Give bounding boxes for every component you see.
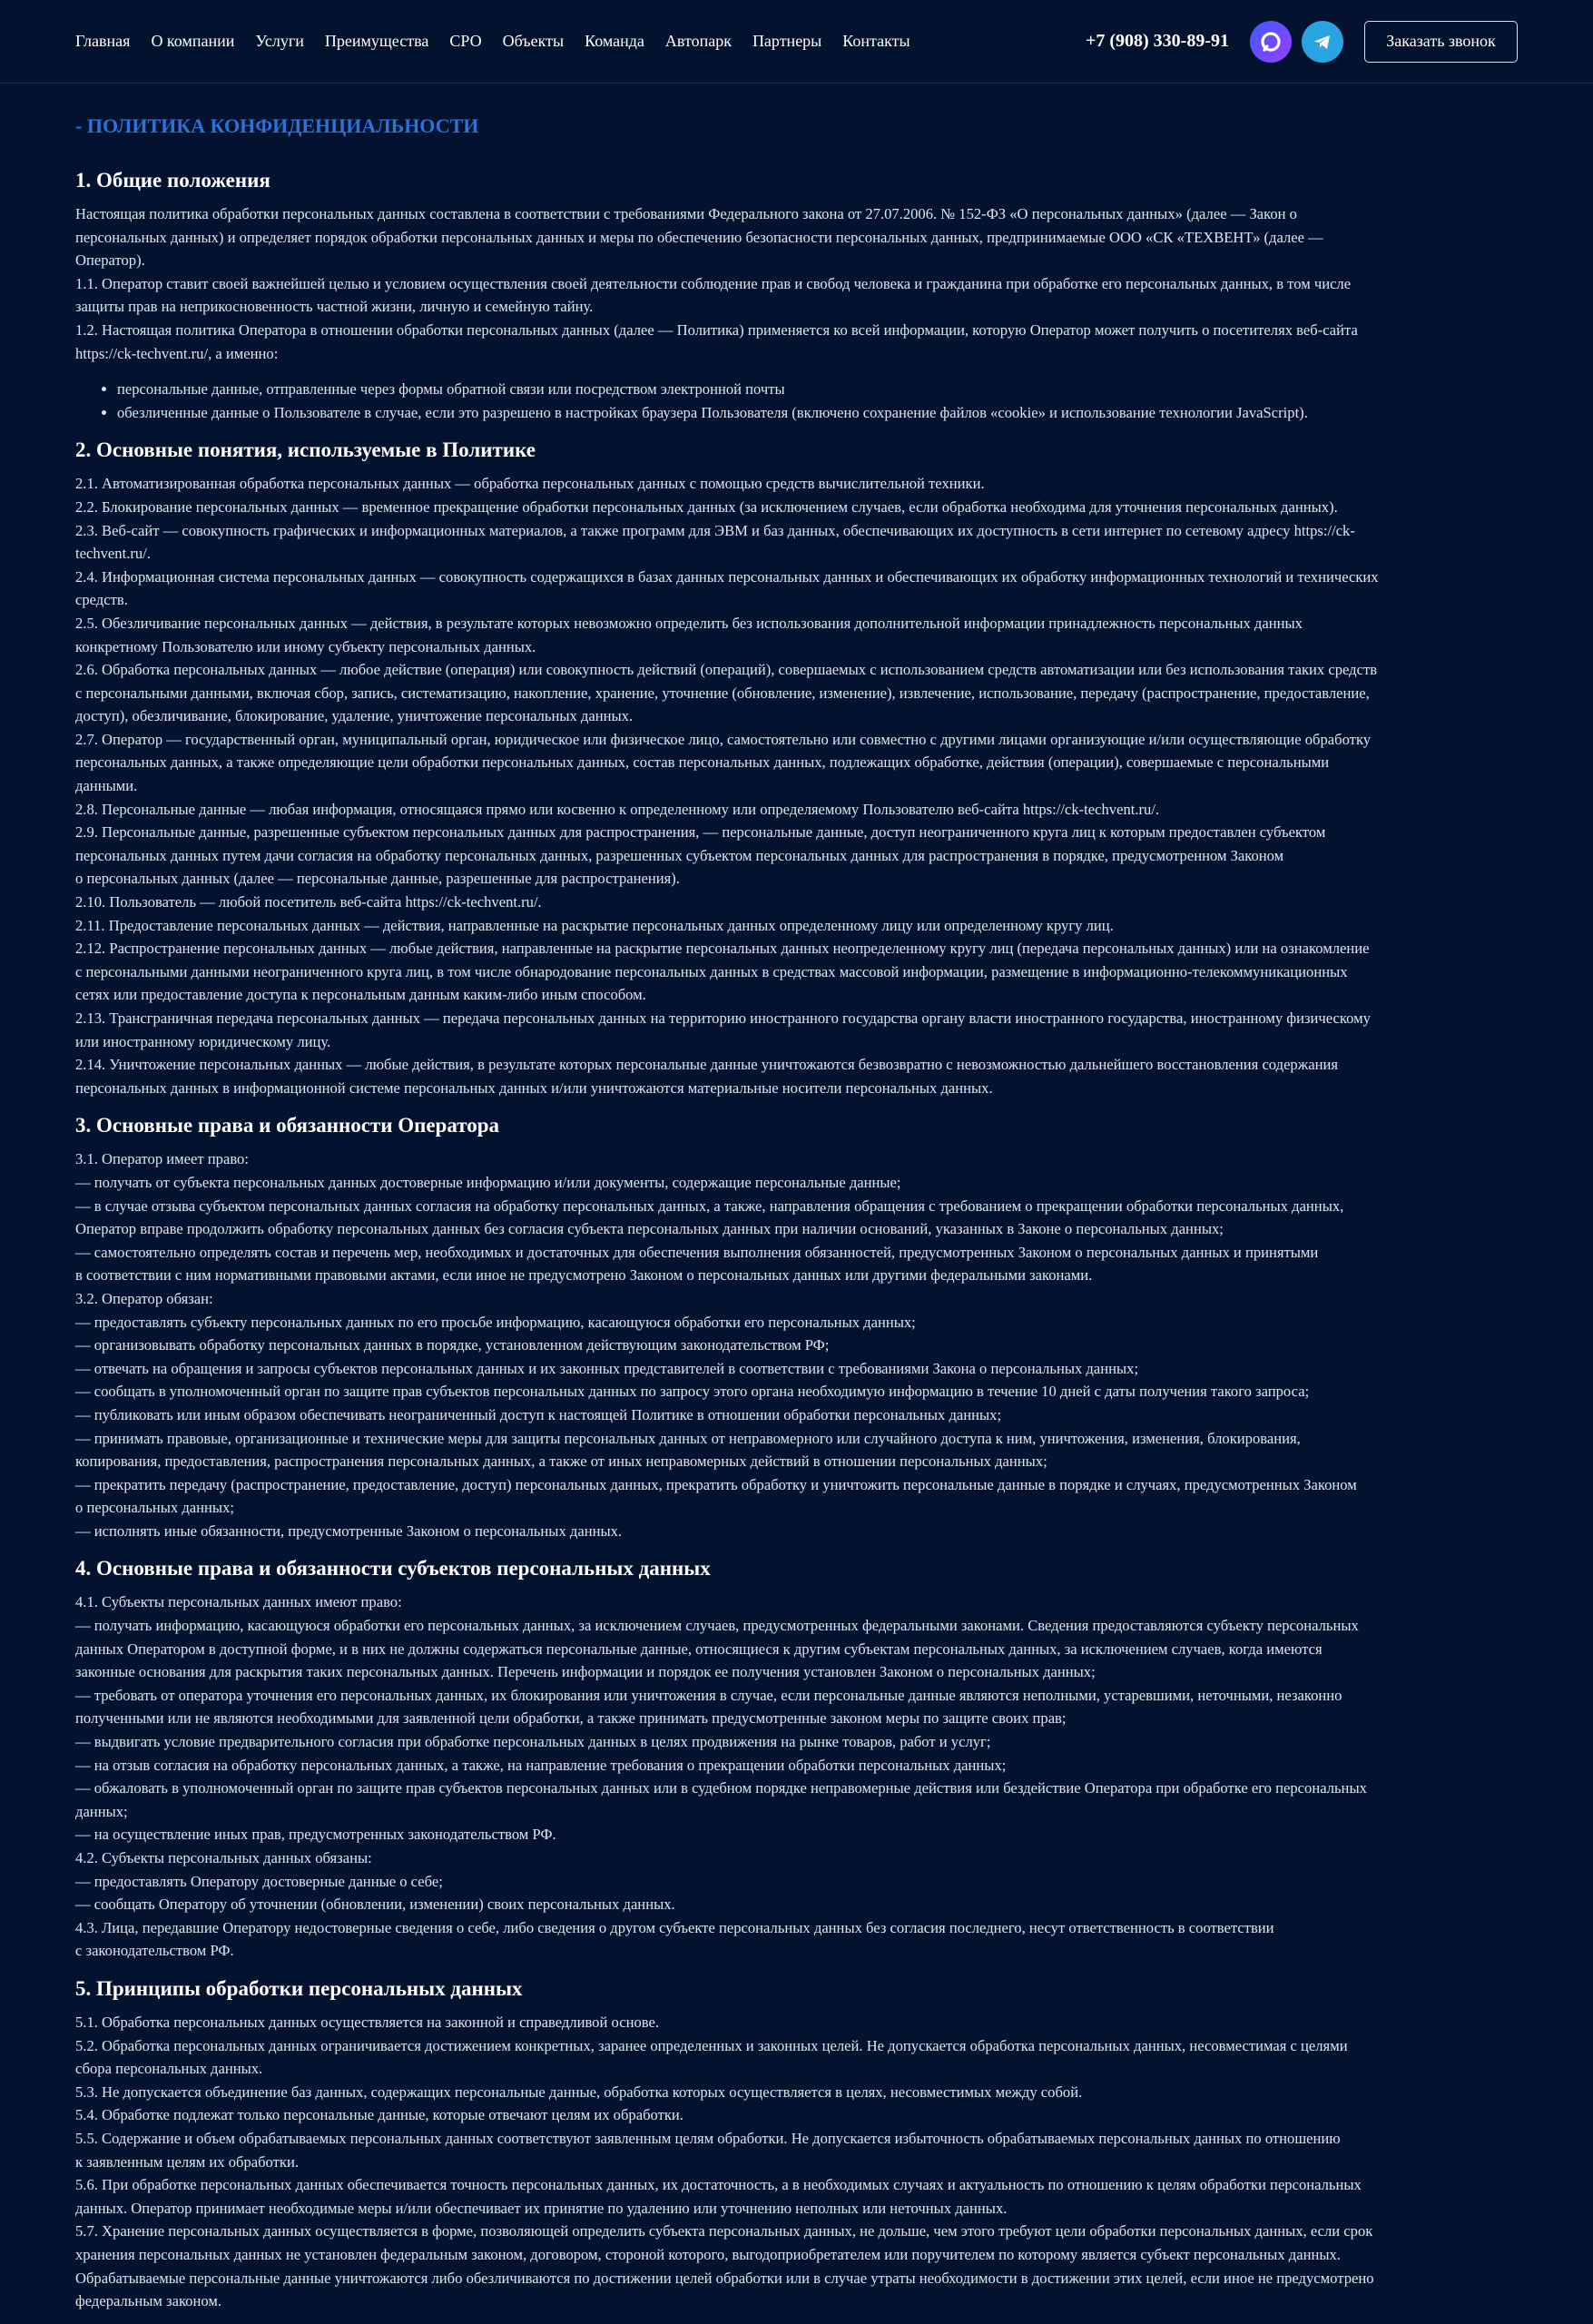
section-text: Настоящая политика обработки персональных данных составлена в соответствии с требованиями Федерального закона от 27.07.2006. № 152-ФЗ «О персональных данных» (далее — Закон о персональных данных) и определяет порядок обработки персональных данных и меры по обеспечению безопасности персональных данных, предпринимаемые ООО «СК «ТЕХВЕНТ» (далее — Оператор). 1.1. Оператор ставит своей важнейшей целью и условием осуществления своей деятельности соблюдение прав и свобод человека и гражданина при обработке его персональных данных, в том числе защиты прав на неприкосновенность частной жизни, личную и семейную тайну. 1.2. Настоящая политика Оператора в отношении обработки персональных данных (далее — Политика) применяется ко всей информации, которую Оператор может получить о посетителях веб-сайта https://ck-techvent.ru/, а именно:	[75, 205, 1358, 362]
section-title: 2. Основные понятия, используемые в Политике	[75, 438, 536, 462]
section-text: 3.1. Оператор имеет право: — получать от субъекта персональных данных достоверные информацию и/или документы, содержащие персональные данные; — в случае отзыва субъектом персональных данных согласия на обработку персональных данных, а также, направления обращения с требованием о прекращении обработки персональных данных, Оператор вправе продолжить обработку персональных данных без согласия субъекта персональных данных при наличии оснований, указанных в Законе о персональных данных; — самостоятельно определять состав и перечень мер, необходимых и достаточных для обеспечения выполнения обязанностей, предусмотренных Законом о персональных данных и принятыми в соответствии с ним нормативными правовыми актами, если иное не предусмотрено Законом о персональных данных или другими федеральными законами. 3.2. Оператор обязан: — предоставлять субъекту персональных данных по его просьбе информацию, касающуюся обработки его персональных данных; — организовывать обработку персональных данных в порядке, установленном действующим законодательством РФ; — отвечать на обращения и запросы субъектов персональных данных и их законных представителей в соответствии с требованиями Закона о персональных данных; — сообщать в уполномоченный орган по защите прав субъектов персональных данных по запросу этого органа необходимую информацию в течение 10 дней с даты получения такого запроса; — публиковать или иным образом обеспечивать неограниченный доступ к настоящей Политике в отношении обработки персональных данных; — принимать правовые, организационные и технические меры для защиты персональных данных от неправомерного или случайного доступа к ним, уничтожения, изменения, блокирования, копирования, предоставления, распространения персональных данных, а также от иных неправомерных действий в отношении персональных данных; — прекратить передачу (распространение, предоставление, доступ) персональных данных, прекратить обработку и уничтожить персональные данные в порядке и случаях, предусмотренных Законом о персональных данных; — исполнять иные обязанности, предусмотренные Законом о персональных данных.	[75, 1150, 1357, 1540]
section-title: 3. Основные права и обязанности Оператора	[75, 1114, 500, 1137]
section-title: 1. Общие положения	[75, 169, 270, 192]
header-contacts	[1086, 21, 1518, 63]
nav-team[interactable]: Команда	[585, 32, 644, 50]
section-operator-rights	[75, 1112, 1518, 1542]
section-principles	[75, 1975, 1518, 2313]
list-item: • персональные данные, отправленные через формы обратной связи или посредством электронной почты	[117, 378, 1518, 401]
site-header	[0, 0, 1593, 84]
nav-fleet[interactable]: Автопарк	[664, 32, 732, 50]
nav-objects[interactable]: Объекты	[502, 32, 565, 50]
section-title: 5. Принципы обработки персональных данных	[75, 1976, 523, 2000]
nav-services[interactable]: Услуги	[255, 32, 304, 50]
list-item: • обезличенные данные о Пользователе в случае, если это разрешено в настройках браузера Пользователя (включено сохранение файлов «cookie» и использование технологии JavaScript).	[117, 401, 1518, 425]
section-general	[75, 167, 1518, 424]
main-nav	[75, 32, 910, 51]
policy-content	[0, 84, 1593, 2313]
nav-home[interactable]: Главная	[75, 32, 131, 50]
section-text: 5.1. Обработка персональных данных осуществляется на законной и справедливой основе. 5.2. Обработка персональных данных ограничивается достижением конкретных, заранее определенных и законных целей. Не допускается обработка персональных данных, несовместимая с целями сбора персональных данных. 5.3. Не допускается объединение баз данных, содержащих персональные данные, обработка которых осуществляется в целях, несовместимых между собой. 5.4. Обработке подлежат только персональные данные, которые отвечают целям их обработки. 5.5. Содержание и объем обрабатываемых персональных данных соответствуют заявленным целям обработки. Не допускается избыточность обрабатываемых персональных данных по отношению к заявленным целям их обработки. 5.6. При обработке персональных данных обеспечивается точность персональных данных, их достаточность, а в необходимых случаях и актуальность по отношению к целям обработки персональных данных. Оператор принимает необходимые меры и/или обеспечивает их принятие по удалению или уточнению неполных или неточных данных. 5.7. Хранение персональных данных осуществляется в форме, позволяющей определить субъекта персональных данных, не дольше, чем этого требуют цели обработки персональных данных, если срок хранения персональных данных не установлен федеральным законом, договором, стороной которого, выгодоприобретателем или поручителем по которому является субъект персональных данных. Обрабатываемые персональные данные уничтожаются либо обезличиваются по достижении целей обработки или в случае утраты необходимости в достижении этих целей, если иное не предусмотрено федеральным законом.	[75, 2013, 1374, 2310]
nav-advantages[interactable]: Преимущества	[324, 32, 429, 50]
section-subject-rights	[75, 1555, 1518, 1963]
section-title: 4. Основные права и обязанности субъектов персональных данных	[75, 1557, 711, 1581]
section-text: 4.1. Субъекты персональных данных имеют право: — получать информацию, касающуюся обработки его персональных данных, за исключением случаев, предусмотренных федеральными законами. Сведения предоставляются субъекту персональных данных Оператором в доступной форме, и в них не должны содержаться персональные данные, относящиеся к другим субъектам персональных данных, за исключением случаев, когда имеются законные основания для раскрытия таких персональных данных. Перечень информации и порядок ее получения установлен Законом о персональных данных; — требовать от оператора уточнения его персональных данных, их блокирования или уничтожения в случае, если персональные данные являются неполными, устаревшими, неточными, незаконно полученными или не являются необходимыми для заявленной цели обработки, а также принимать предусмотренные законом меры по защите своих прав; — выдвигать условие предварительного согласия при обработке персональных данных в целях продвижения на рынке товаров, работ и услуг; — на отзыв согласия на обработку персональных данных, а также, на направление требования о прекращении обработки персональных данных; — обжаловать в уполномоченный орган по защите прав субъектов персональных данных или в судебном порядке неправомерные действия или бездействие Оператора при обработке его персональных данных; — на осуществление иных прав, предусмотренных законодательством РФ. 4.2. Субъекты персональных данных обязаны: — предоставлять Оператору достоверные данные о себе; — сообщать Оператору об уточнении (обновлении, изменении) своих персональных данных. 4.3. Лица, передавшие Оператору недостоверные сведения о себе, либо сведения о другом субъекте персональных данных без согласия последнего, несут ответственность в соответствии с законодательством РФ.	[75, 1593, 1367, 1960]
nav-about[interactable]: О компании	[151, 32, 235, 50]
order-call-button[interactable]: Заказать звонок	[1364, 21, 1518, 63]
nav-sro[interactable]: СРО	[449, 32, 482, 50]
nav-partners[interactable]: Партнеры	[752, 32, 822, 50]
bullet-list	[75, 378, 1518, 424]
max-messenger-icon[interactable]	[1250, 21, 1292, 63]
section-definitions	[75, 437, 1518, 1099]
section-text: 2.1. Автоматизированная обработка персональных данных — обработка персональных данных с помощью средств вычислительной техники. 2.2. Блокирование персональных данных — временное прекращение обработки персональных данных (за исключением случаев, если обработка необходима для уточнения персональных данных). 2.3. Веб-сайт — совокупность графических и информационных материалов, а также программ для ЭВМ и баз данных, обеспечивающих их доступность в сети интернет по сетевому адресу https://ck- techvent.ru/. 2.4. Информационная система персональных данных — совокупность содержащихся в базах данных персональных данных и обеспечивающих их обработку информационных технологий и технических средств. 2.5. Обезличивание персональных данных — действия, в результате которых невозможно определить без использования дополнительной информации принадлежность персональных данных конкретному Пользователю или иному субъекту персональных данных. 2.6. Обработка персональных данных — любое действие (операция) или совокупность действий (операций), совершаемых с использованием средств автоматизации или без использования таких средств с персональными данными, включая сбор, запись, систематизацию, накопление, хранение, уточнение (обновление, изменение), извлечение, использование, передачу (распространение, предоставление, доступ), обезличивание, блокирование, удаление, уничтожение персональных данных. 2.7. Оператор — государственный орган, муниципальный орган, юридическое или физическое лицо, самостоятельно или совместно с другими лицами организующие и/или осуществляющие обработку персональных данных, а также определяющие цели обработки персональных данных, состав персональных данных, подлежащих обработке, действия (операции), совершаемые с персональными данными. 2.8. Персональные данные — любая информация, относящаяся прямо или косвенно к определенному или определяемому Пользователю веб-сайта https://ck-techvent.ru/. 2.9. Персональные данные, разрешенные субъектом персональных данных для распространения, — персональные данные, доступ неограниченного круга лиц к которым предоставлен субъектом персональных данных путем дачи согласия на обработку персональных данных, разрешенных субъектом персональных данных для распространения в порядке, предусмотренном Законом о персональных данных (далее — персональные данные, разрешенные для распространения). 2.10. Пользователь — любой посетитель веб-сайта https://ck-techvent.ru/. 2.11. Предоставление персональных данных — действия, направленные на раскрытие персональных данных определенному лицу или определенному кругу лиц. 2.12. Распространение персональных данных — любые действия, направленные на раскрытие персональных данных неопределенному кругу лиц (передача персональных данных) или на ознакомление с персональными данными неограниченного круга лиц, в том числе обнародование персональных данных в средствах массовой информации, размещение в информационно-телекоммуникационных сетях или предоставление доступа к персональным данным каким-либо иным способом. 2.13. Трансграничная передача персональных данных — передача персональных данных на территорию иностранного государства органу власти иностранного государства, иностранному физическому или иностранному юридическому лицу. 2.14. Уничтожение персональных данных — любые действия, в результате которых персональные данные уничтожаются безвозвратно с невозможностью дальнейшего восстановления содержания персональных данных в информационной системе персональных данных и/или уничтожаются материальные носители персональных данных.	[75, 475, 1379, 1097]
telegram-icon[interactable]	[1302, 21, 1343, 63]
nav-contacts[interactable]: Контакты	[842, 32, 910, 50]
phone-number[interactable]: +7 (908) 330-89-91	[1085, 31, 1229, 51]
page-title: - ПОЛИТИКА КОНФИДЕНЦИАЛЬНОСТИ	[75, 114, 479, 137]
